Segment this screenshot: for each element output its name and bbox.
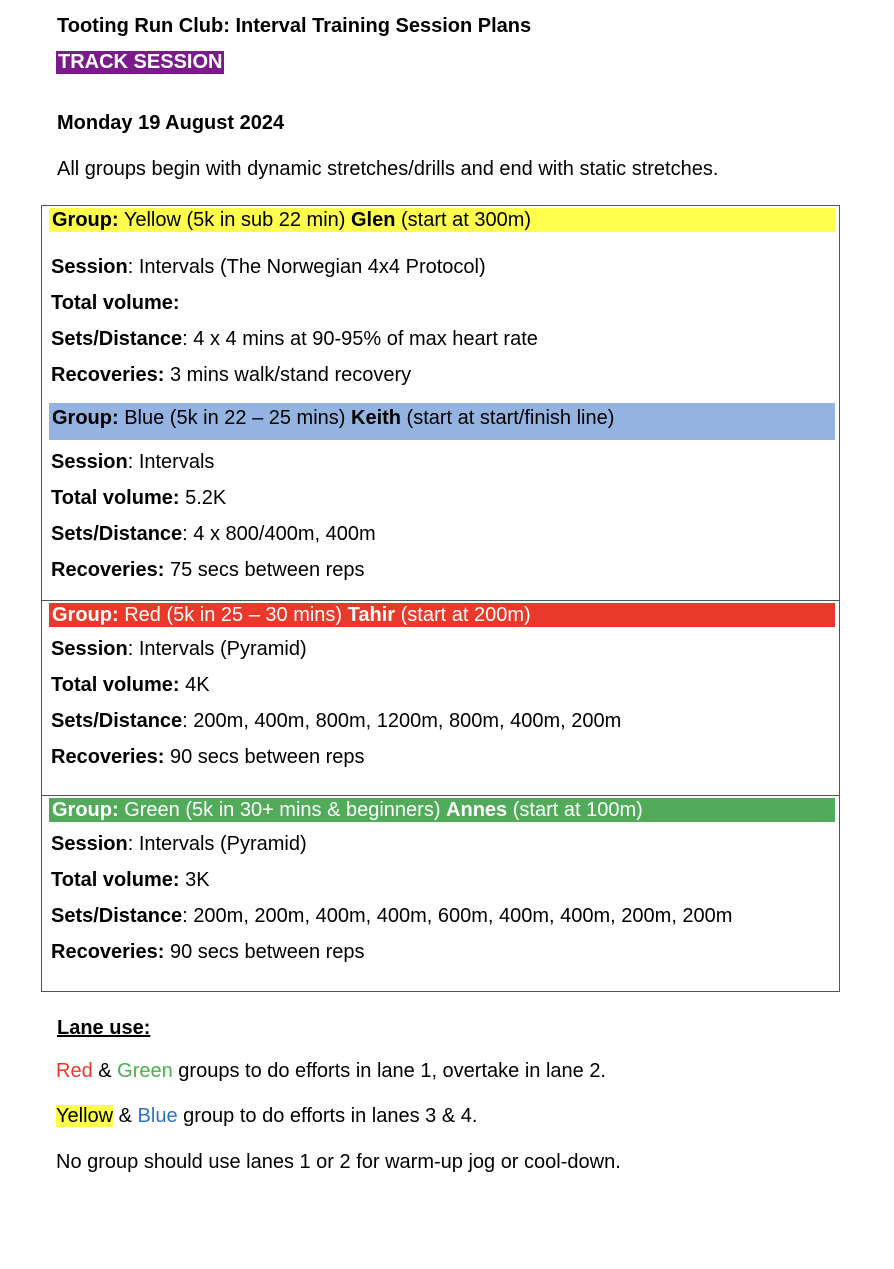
red-session: Session: Intervals (Pyramid): [51, 638, 307, 660]
group-header-green: Group: Green (5k in 30+ mins & beginners) Annes (start at 100m): [49, 798, 835, 822]
blue-recoveries: Recoveries: 75 secs between reps: [51, 559, 365, 581]
lane-rule-warmup: No group should use lanes 1 or 2 for warm-up jog or cool-down.: [56, 1151, 621, 1173]
lane-rule-yellow-blue: Yellow & Blue group to do efforts in lanes 3 & 4.: [56, 1105, 478, 1127]
red-recoveries: Recoveries: 90 secs between reps: [51, 746, 365, 768]
green-recoveries: Recoveries: 90 secs between reps: [51, 941, 365, 963]
red-volume: Total volume: 4K: [51, 674, 210, 696]
group-header-blue: Group: Blue (5k in 22 – 25 mins) Keith (start at start/finish line): [49, 403, 835, 440]
track-session-tag: TRACK SESSION: [58, 51, 223, 73]
group-header-red: Group: Red (5k in 25 – 30 mins) Tahir (start at 200m): [49, 603, 835, 627]
yellow-session: Session: Intervals (The Norwegian 4x4 Protocol): [51, 256, 486, 278]
blue-session: Session: Intervals: [51, 451, 215, 473]
blue-sets: Sets/Distance: 4 x 800/400m, 400m: [51, 523, 376, 545]
row-divider: [42, 600, 839, 601]
lane-rule-red-green: Red & Green groups to do efforts in lane 1, overtake in lane 2.: [56, 1060, 606, 1082]
intro-text: All groups begin with dynamic stretches/drills and end with static stretches.: [57, 158, 719, 180]
group-header-yellow: Group: Yellow (5k in sub 22 min) Glen (start at 300m): [49, 208, 835, 232]
green-session: Session: Intervals (Pyramid): [51, 833, 307, 855]
red-sets: Sets/Distance: 200m, 400m, 800m, 1200m, 800m, 400m, 200m: [51, 710, 622, 732]
sessions-table: [41, 205, 840, 992]
yellow-recoveries: Recoveries: 3 mins walk/stand recovery: [51, 364, 412, 386]
row-divider: [42, 795, 839, 796]
lane-use-heading: Lane use:: [57, 1017, 151, 1039]
green-volume: Total volume: 3K: [51, 869, 210, 891]
page-title: Tooting Run Club: Interval Training Session Plans: [57, 15, 532, 37]
yellow-volume: Total volume:: [51, 292, 180, 314]
green-sets: Sets/Distance: 200m, 200m, 400m, 400m, 600m, 400m, 400m, 200m, 200m: [51, 905, 733, 927]
yellow-sets: Sets/Distance: 4 x 4 mins at 90-95% of max heart rate: [51, 328, 538, 350]
session-date: Monday 19 August 2024: [57, 112, 285, 134]
blue-volume: Total volume: 5.2K: [51, 487, 227, 509]
